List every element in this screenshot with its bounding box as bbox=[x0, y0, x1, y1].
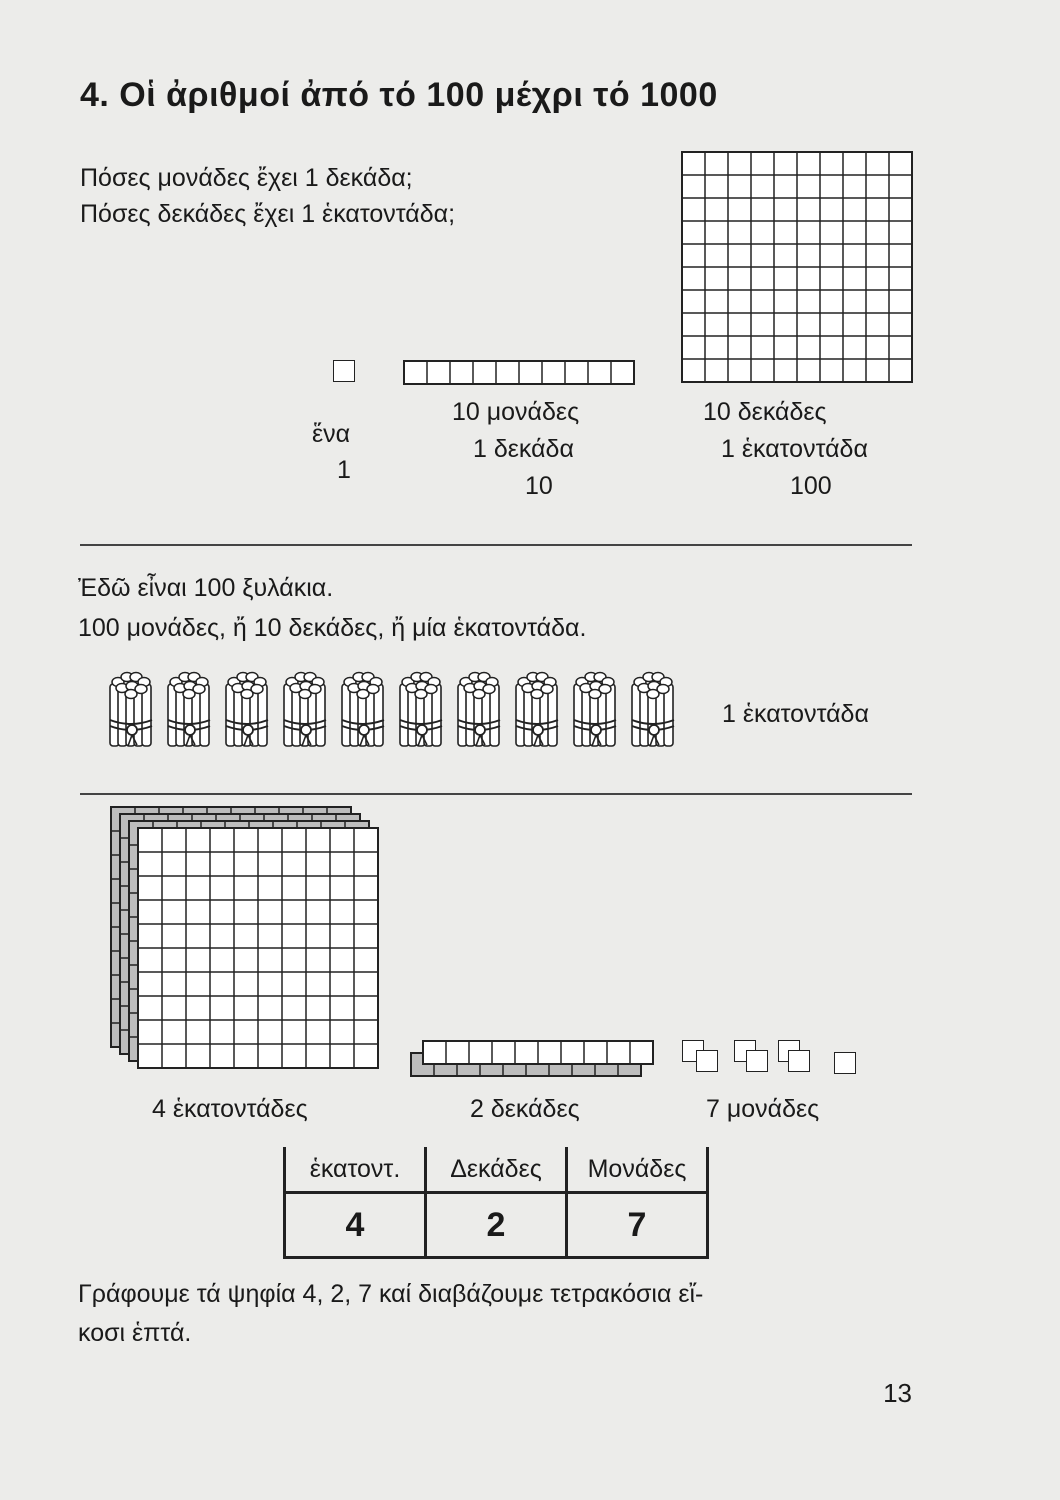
page-title: 4. Οἱ ἀριθμοί ἀπό τό 100 μέχρι τό 1000 bbox=[80, 76, 718, 114]
stick-bundle bbox=[572, 672, 618, 758]
stick-bundle bbox=[166, 672, 212, 758]
hundred-flat-block bbox=[681, 151, 913, 383]
stacked-hundreds bbox=[110, 806, 390, 1086]
stick-bundle bbox=[630, 672, 676, 758]
hundred-line2: 1 ἑκατοντάδα bbox=[721, 435, 868, 463]
two-tens-rods bbox=[410, 1040, 650, 1080]
hundred-line1: 10 δεκάδες bbox=[703, 398, 827, 426]
value-tens: 2 bbox=[426, 1193, 567, 1258]
unit-cube bbox=[696, 1050, 718, 1072]
hundred-value: 100 bbox=[790, 472, 832, 500]
stick-bundle bbox=[398, 672, 444, 758]
question-2: Πόσες δεκάδες ἔχει 1 ἑκατοντάδα; bbox=[80, 200, 456, 228]
divider-2 bbox=[80, 793, 912, 795]
header-tens: Δεκάδες bbox=[426, 1147, 567, 1193]
seven-unit-cubes bbox=[682, 1040, 862, 1085]
stick-bundle bbox=[340, 672, 386, 758]
ten-value: 10 bbox=[525, 472, 553, 500]
hundreds-label: 4 ἑκατοντάδες bbox=[152, 1095, 308, 1123]
ten-line2: 1 δεκάδα bbox=[473, 435, 574, 463]
place-value-table bbox=[283, 1147, 709, 1259]
stick-bundle bbox=[514, 672, 560, 758]
sticks-line2: 100 μονάδες, ἤ 10 δεκάδες, ἤ μία ἑκατοντάδα. bbox=[78, 614, 587, 642]
ten-line1: 10 μονάδες bbox=[452, 398, 580, 426]
tens-label: 2 δεκάδες bbox=[470, 1095, 580, 1123]
stick-bundle bbox=[224, 672, 270, 758]
one-value: 1 bbox=[337, 456, 351, 484]
sticks-line1: Ἐδῶ εἶναι 100 ξυλάκια. bbox=[78, 574, 334, 602]
question-1: Πόσες μονάδες ἔχει 1 δεκάδα; bbox=[80, 164, 413, 192]
unit-cube bbox=[746, 1050, 768, 1072]
stick-bundle bbox=[456, 672, 502, 758]
unit-cube bbox=[333, 360, 355, 382]
stick-bundles bbox=[108, 672, 688, 762]
header-hundreds: ἑκατοντ. bbox=[285, 1147, 426, 1193]
unit-cube bbox=[788, 1050, 810, 1072]
closing-line-2: κοσι ἑπτά. bbox=[78, 1319, 192, 1347]
closing-line-1: Γράφουμε τά ψηφία 4, 2, 7 καί διαβάζουμε τετρακόσια εἴ- bbox=[78, 1280, 704, 1308]
stick-bundle bbox=[282, 672, 328, 758]
value-ones: 7 bbox=[567, 1193, 708, 1258]
header-ones: Μονάδες bbox=[567, 1147, 708, 1193]
page-number: 13 bbox=[883, 1378, 912, 1408]
one-label: ἕνα bbox=[312, 420, 351, 448]
stick-bundle bbox=[108, 672, 154, 758]
ones-label: 7 μονάδες bbox=[706, 1095, 820, 1123]
unit-cube bbox=[834, 1052, 856, 1074]
bundle-label: 1 ἑκατοντάδα bbox=[722, 700, 869, 728]
divider-1 bbox=[80, 544, 912, 546]
value-hundreds: 4 bbox=[285, 1193, 426, 1258]
ten-rod-block bbox=[403, 360, 635, 382]
